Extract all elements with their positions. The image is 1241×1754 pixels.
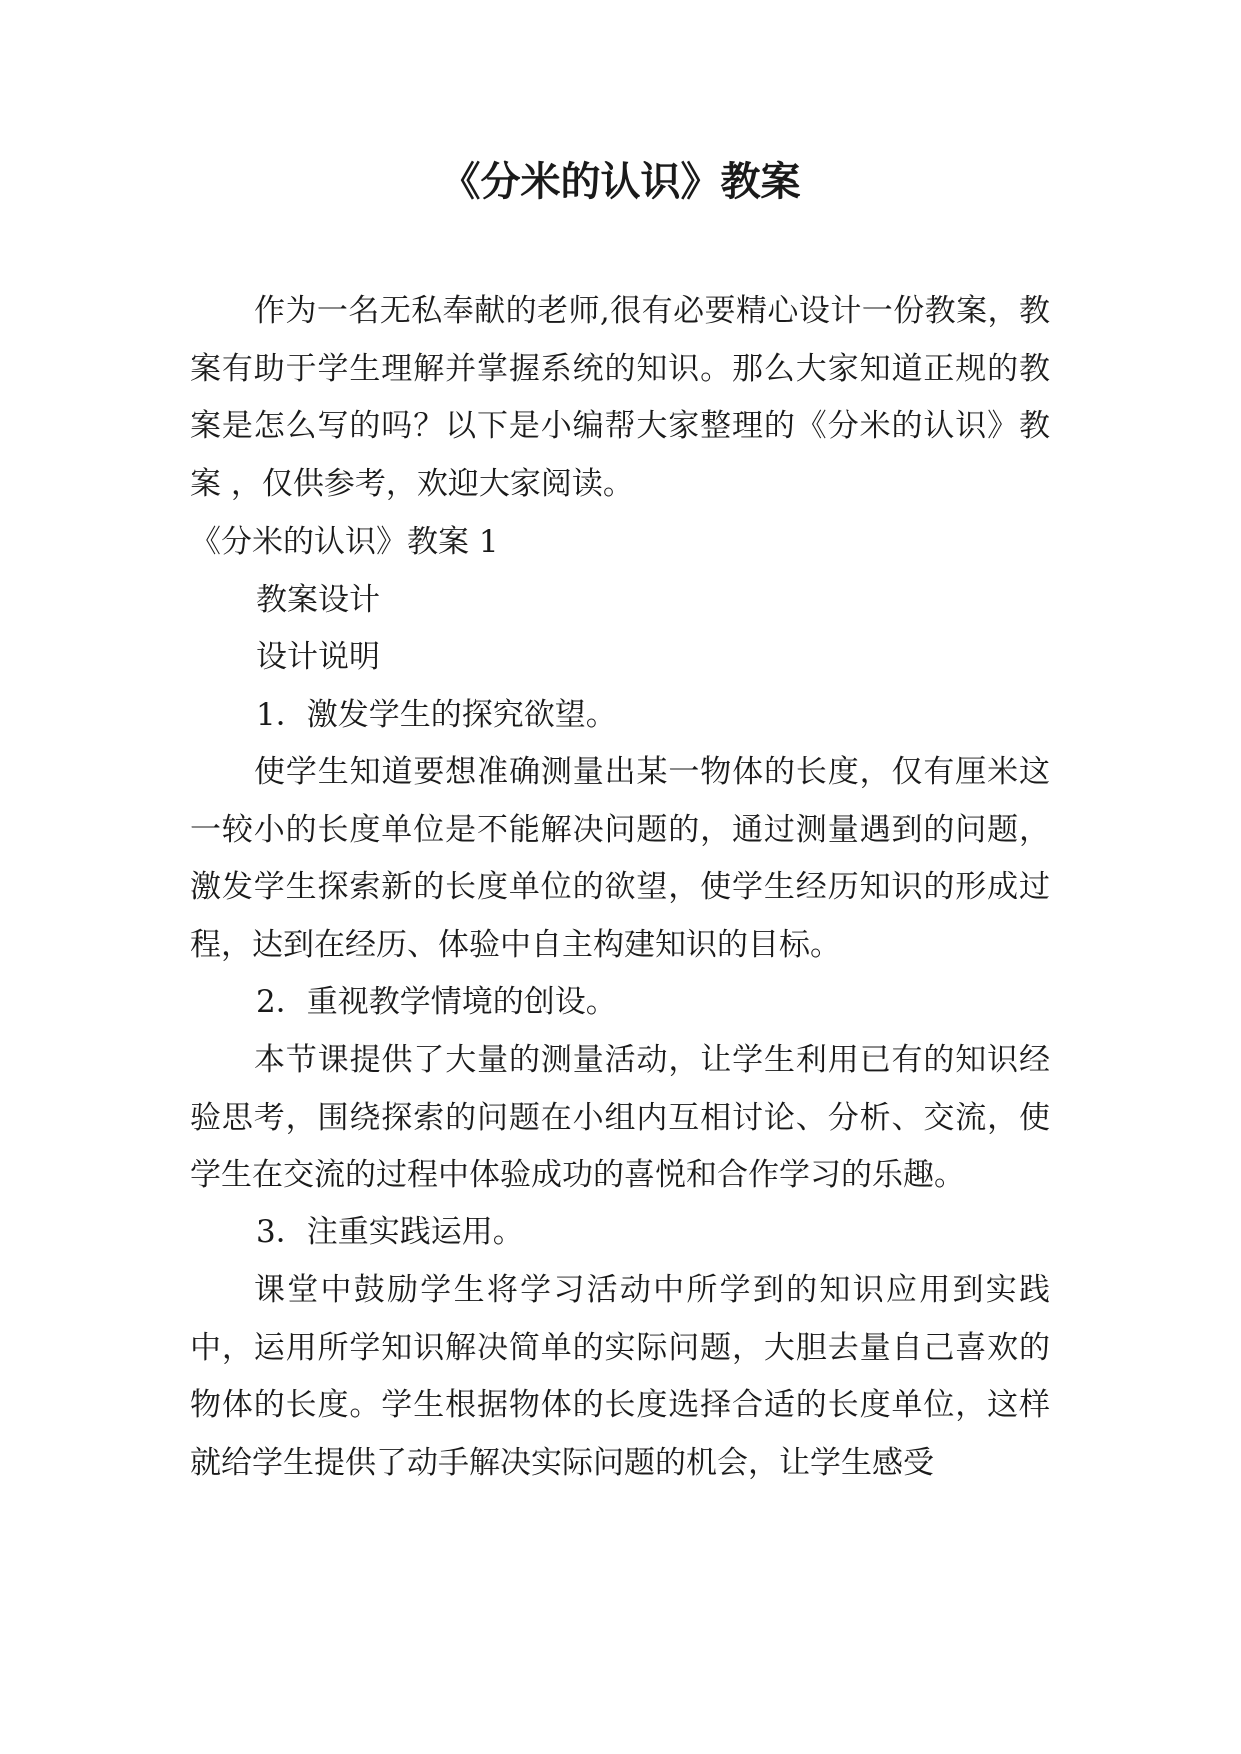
intro-paragraph: 作为一名无私奉献的老师,很有必要精心设计一份教案，教案有助于学生理解并掌握系统的知识。那么大家知道正规的教案是怎么写的吗？以下是小编帮大家整理的《分米的认识》教案 ，仅供参考，欢迎大家阅读。 xyxy=(190,293,1050,502)
point-3-title: 3．注重实践运用。 xyxy=(256,1214,524,1250)
point-2-paragraph: 本节课提供了大量的测量活动，让学生利用已有的知识经验思考，围绕探索的问题在小组内互相讨论、分析、交流，使学生在交流的过程中体验成功的喜悦和合作学习的乐趣。 xyxy=(190,1042,1050,1193)
document-title: 《分米的认识》教案 xyxy=(440,158,801,205)
section-heading: 《分米的认识》教案 1 xyxy=(190,524,499,560)
point-3-paragraph: 课堂中鼓励学生将学习活动中所学到的知识应用到实践中，运用所学知识解决简单的实际问题，大胆去量自己喜欢的物体的长度。学生根据物体的长度选择合适的长度单位，这样就给学生提供了动手解决实际问题的机会，让学生感受 xyxy=(190,1272,1050,1481)
sub-heading-lesson-design: 教案设计 xyxy=(256,582,380,618)
point-1-title: 1．激发学生的探究欲望。 xyxy=(256,697,617,733)
point-2-title: 2．重视教学情境的创设。 xyxy=(256,984,617,1020)
point-1-paragraph: 使学生知道要想准确测量出某一物体的长度，仅有厘米这一较小的长度单位是不能解决问题的，通过测量遇到的问题，激发学生探索新的长度单位的欲望，使学生经历知识的形成过程，达到在经历、体验中自主构建知识的目标。 xyxy=(190,754,1050,963)
sub-heading-design-notes: 设计说明 xyxy=(256,639,380,675)
